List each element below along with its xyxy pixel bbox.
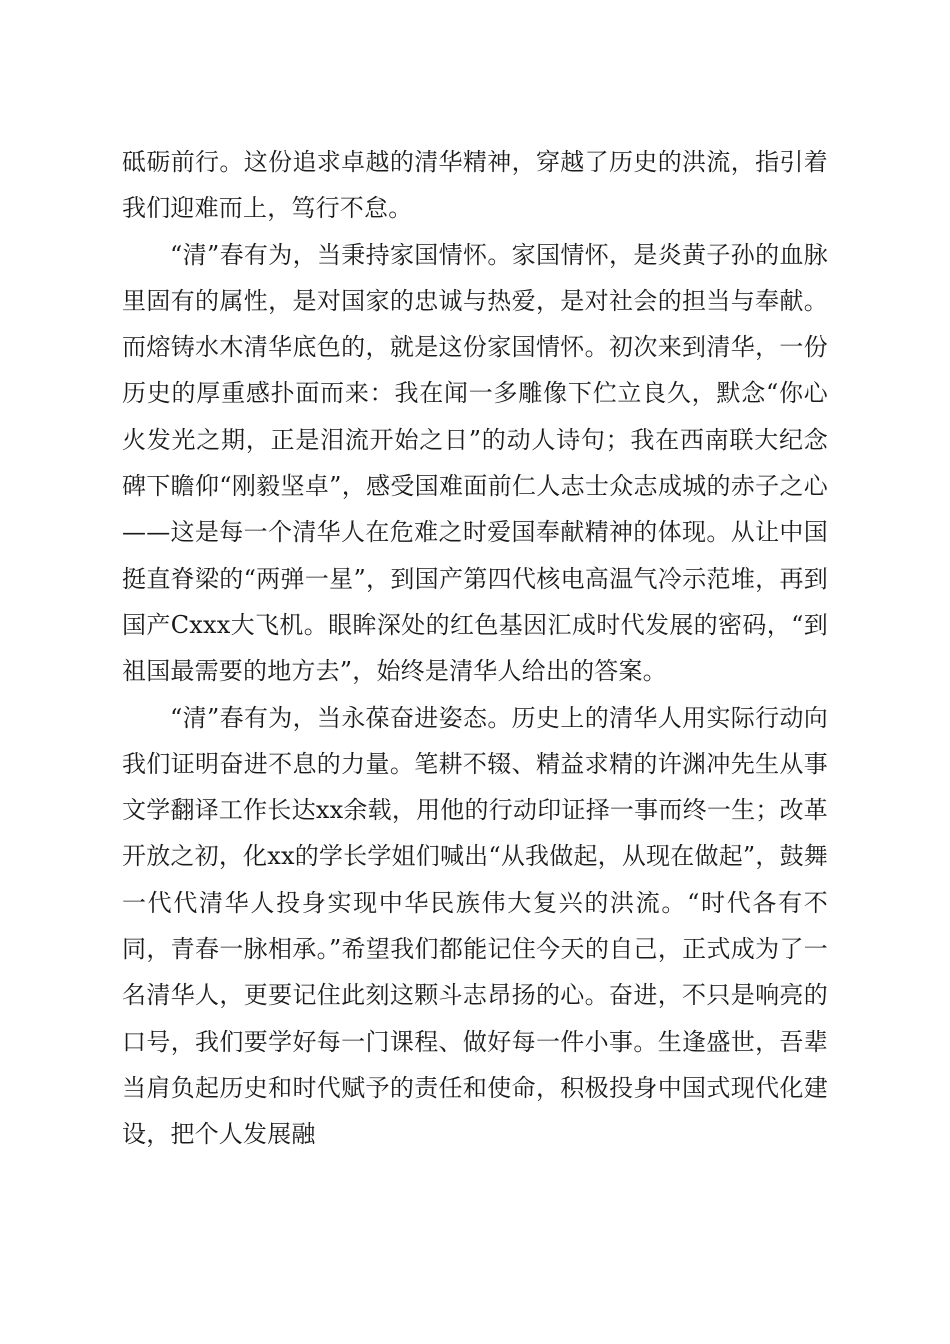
paragraph-striving-attitude: “清”春有为，当永葆奋进姿态。历史上的清华人用实际行动向我们证明奋进不息的力量。笔耕不辍、精益求精的许渊冲先生从事文学翻译工作长达xx余载，用他的行动印证择一事而终一生；改革开放之初，化xx的学长学姐们喊出“从我做起，从现在做起”，鼓舞一代代清华人投身实现中华民族伟大复兴的洪流。“时代各有不同，青春一脉相承。”希望我们都能记住今天的自己，正式成为了一名清华人，更要记住此刻这颗斗志昂扬的心。奋进，不只是响亮的口号，我们要学好每一门课程、做好每一件小事。生逢盛世，吾辈当肩负起历史和时代赋予的责任和使命，积极投身中国式现代化建设，把个人发展融 — [122, 703, 828, 1149]
document-body — [122, 139, 828, 1158]
paragraph-family-country-sentiment: “清”春有为，当秉持家国情怀。家国情怀，是炎黄子孙的血脉里固有的属性，是对国家的忠诚与热爱，是对社会的担当与奉献。而熔铸水木清华底色的，就是这份家国情怀。初次来到清华，一份历史的厚重感扑面而来：我在闻一多雕像下伫立良久，默念“你心火发光之期，正是泪流开始之日”的动人诗句；我在西南联大纪念碑下瞻仰“刚毅坚卓”，感受国难面前仁人志士众志成城的赤子之心——这是每一个清华人在危难之时爱国奉献精神的体现。从让中国挺直脊梁的“两弹一星”，到国产第四代核电高温气冷示范堆，再到国产Cxxx大飞机。眼眸深处的红色基因汇成时代发展的密码，“到祖国最需要的地方去”，始终是清华人给出的答案。 — [122, 240, 828, 686]
paragraph-continuation: 砥砺前行。这份追求卓越的清华精神，穿越了历史的洪流，指引着我们迎难而上，笃行不怠。 — [122, 148, 828, 223]
